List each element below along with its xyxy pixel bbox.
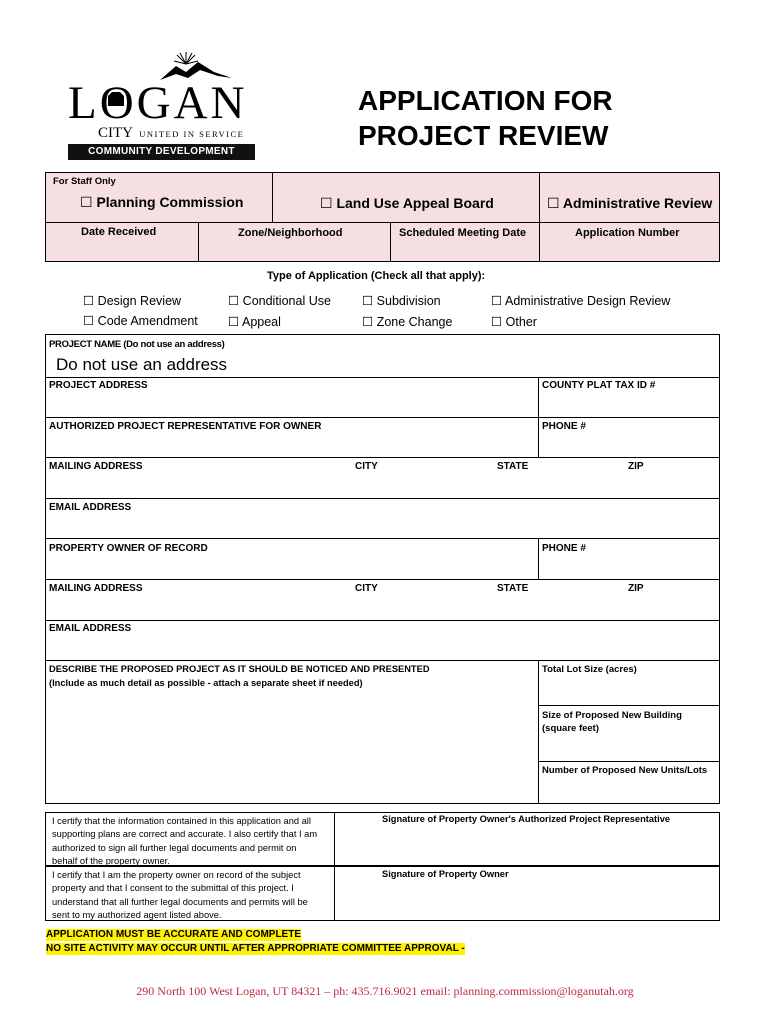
- row-divider: [45, 377, 720, 378]
- describe-project-label: DESCRIBE THE PROPOSED PROJECT AS IT SHOULD BE NOTICED AND PRESENTED: [49, 664, 430, 674]
- building-size-unit: (square feet): [542, 723, 600, 734]
- zone-change-checkbox[interactable]: ☐ Zone Change: [362, 315, 453, 329]
- cert-owner-text: I certify that I am the property owner on record of the subject property and that I consent to the submittal of this project. I understand that all further legal documents and permits will be sent to my authorized agent listed above.: [52, 870, 308, 921]
- staff-divider: [539, 222, 540, 262]
- staff-divider: [539, 172, 540, 222]
- staff-divider: [45, 222, 720, 223]
- other-checkbox[interactable]: ☐ Other: [491, 315, 537, 329]
- row-divider: [45, 457, 720, 458]
- lot-size-field[interactable]: Total Lot Size (acres): [542, 664, 637, 675]
- units-field[interactable]: Number of Proposed New Units/Lots: [542, 765, 708, 776]
- row-divider: [45, 579, 720, 580]
- county-plat-field[interactable]: COUNTY PLAT TAX ID #: [542, 380, 656, 391]
- administrative-review-checkbox[interactable]: ☐ Administrative Review: [547, 195, 713, 211]
- describe-project-input[interactable]: [46, 692, 538, 802]
- application-number-field[interactable]: Application Number: [575, 227, 680, 239]
- accuracy-warning: APPLICATION MUST BE ACCURATE AND COMPLETE: [46, 929, 301, 940]
- row-divider: [45, 660, 720, 661]
- project-name-input[interactable]: Do not use an address: [56, 355, 228, 374]
- owner-zip-field[interactable]: ZIP: [628, 583, 644, 594]
- staff-only-heading: For Staff Only: [53, 176, 116, 187]
- application-type-heading: Type of Application (Check all that apply):: [267, 270, 486, 282]
- owner-mailing-address-field[interactable]: MAILING ADDRESS: [49, 583, 143, 594]
- project-name-label: PROJECT NAME (Do not use an address): [49, 339, 225, 350]
- site-activity-warning: NO SITE ACTIVITY MAY OCCUR UNTIL AFTER APPROPRIATE COMMITTEE APPROVAL -: [46, 943, 465, 954]
- staff-divider: [390, 222, 391, 262]
- authorized-rep-field[interactable]: AUTHORIZED PROJECT REPRESENTATIVE FOR OWNER: [49, 421, 322, 432]
- scheduled-meeting-date-field[interactable]: Scheduled Meeting Date: [399, 227, 527, 239]
- rep-city-field[interactable]: CITY: [355, 461, 378, 472]
- owner-phone-field[interactable]: PHONE #: [542, 543, 586, 554]
- land-use-appeal-checkbox[interactable]: ☐ Land Use Appeal Board: [320, 195, 494, 211]
- signature-owner-label: Signature of Property Owner: [382, 869, 509, 879]
- owner-city-field[interactable]: CITY: [355, 583, 378, 594]
- describe-project-hint: (Include as much detail as possible - attach a separate sheet if needed): [49, 678, 363, 688]
- logo-wordmark: LOGAN: [68, 77, 248, 129]
- rep-email-field[interactable]: EMAIL ADDRESS: [49, 502, 132, 513]
- row-divider: [45, 620, 720, 621]
- zone-neighborhood-field[interactable]: Zone/Neighborhood: [238, 227, 343, 239]
- owner-email-field[interactable]: EMAIL ADDRESS: [49, 623, 132, 634]
- owner-state-field[interactable]: STATE: [497, 583, 529, 594]
- subdivision-checkbox[interactable]: ☐ Subdivision: [362, 294, 441, 308]
- staff-only-section: [45, 172, 720, 262]
- property-owner-field[interactable]: PROPERTY OWNER OF RECORD: [49, 543, 208, 554]
- title-line-2: PROJECT REVIEW: [358, 120, 609, 151]
- row-divider: [538, 761, 720, 762]
- rep-state-field[interactable]: STATE: [497, 461, 529, 472]
- conditional-use-checkbox[interactable]: ☐ Conditional Use: [228, 294, 331, 308]
- footer-contact: 290 North 100 West Logan, UT 84321 – ph: 435.716.9021 email: planning.commission@loganutah.org: [136, 984, 634, 998]
- rep-mailing-address-field[interactable]: MAILING ADDRESS: [49, 461, 143, 472]
- building-size-field[interactable]: Size of Proposed New Building: [542, 710, 682, 721]
- rep-phone-field[interactable]: PHONE #: [542, 421, 586, 432]
- logo-tagline: UNITED IN SERVICE: [139, 129, 245, 139]
- administrative-design-review-checkbox[interactable]: ☐ Administrative Design Review: [491, 294, 671, 308]
- row-divider: [538, 705, 720, 706]
- staff-divider: [198, 222, 199, 262]
- staff-divider: [272, 172, 273, 222]
- appeal-checkbox[interactable]: ☐ Appeal: [228, 315, 281, 329]
- logo-city: CITY: [98, 125, 133, 141]
- row-divider: [45, 417, 720, 418]
- logo-dept-bar: COMMUNITY DEVELOPMENT: [68, 144, 255, 160]
- logo-city-line: [98, 125, 244, 142]
- code-amendment-checkbox[interactable]: ☐ Code Amendment: [83, 314, 198, 328]
- row-divider: [45, 538, 720, 539]
- title-line-1: APPLICATION FOR: [358, 85, 613, 116]
- col-divider: [538, 660, 539, 804]
- cert-owner-rep-text: I certify that the information contained in this application and all supporting plans are correct and accurate. I also certify that I am authorized to sign all further legal documents and permit on behalf of the property owner.: [52, 816, 318, 867]
- row-divider: [45, 498, 720, 499]
- col-divider: [538, 538, 539, 579]
- signature-rep-label: Signature of Property Owner's Authorized Project Representative: [382, 814, 671, 824]
- planning-commission-checkbox[interactable]: ☐ Planning Commission: [80, 194, 244, 210]
- date-received-field[interactable]: Date Received: [81, 226, 157, 238]
- project-address-field[interactable]: PROJECT ADDRESS: [49, 380, 148, 391]
- page-title: [358, 83, 613, 153]
- design-review-checkbox[interactable]: ☐ Design Review: [83, 294, 182, 308]
- rep-zip-field[interactable]: ZIP: [628, 461, 644, 472]
